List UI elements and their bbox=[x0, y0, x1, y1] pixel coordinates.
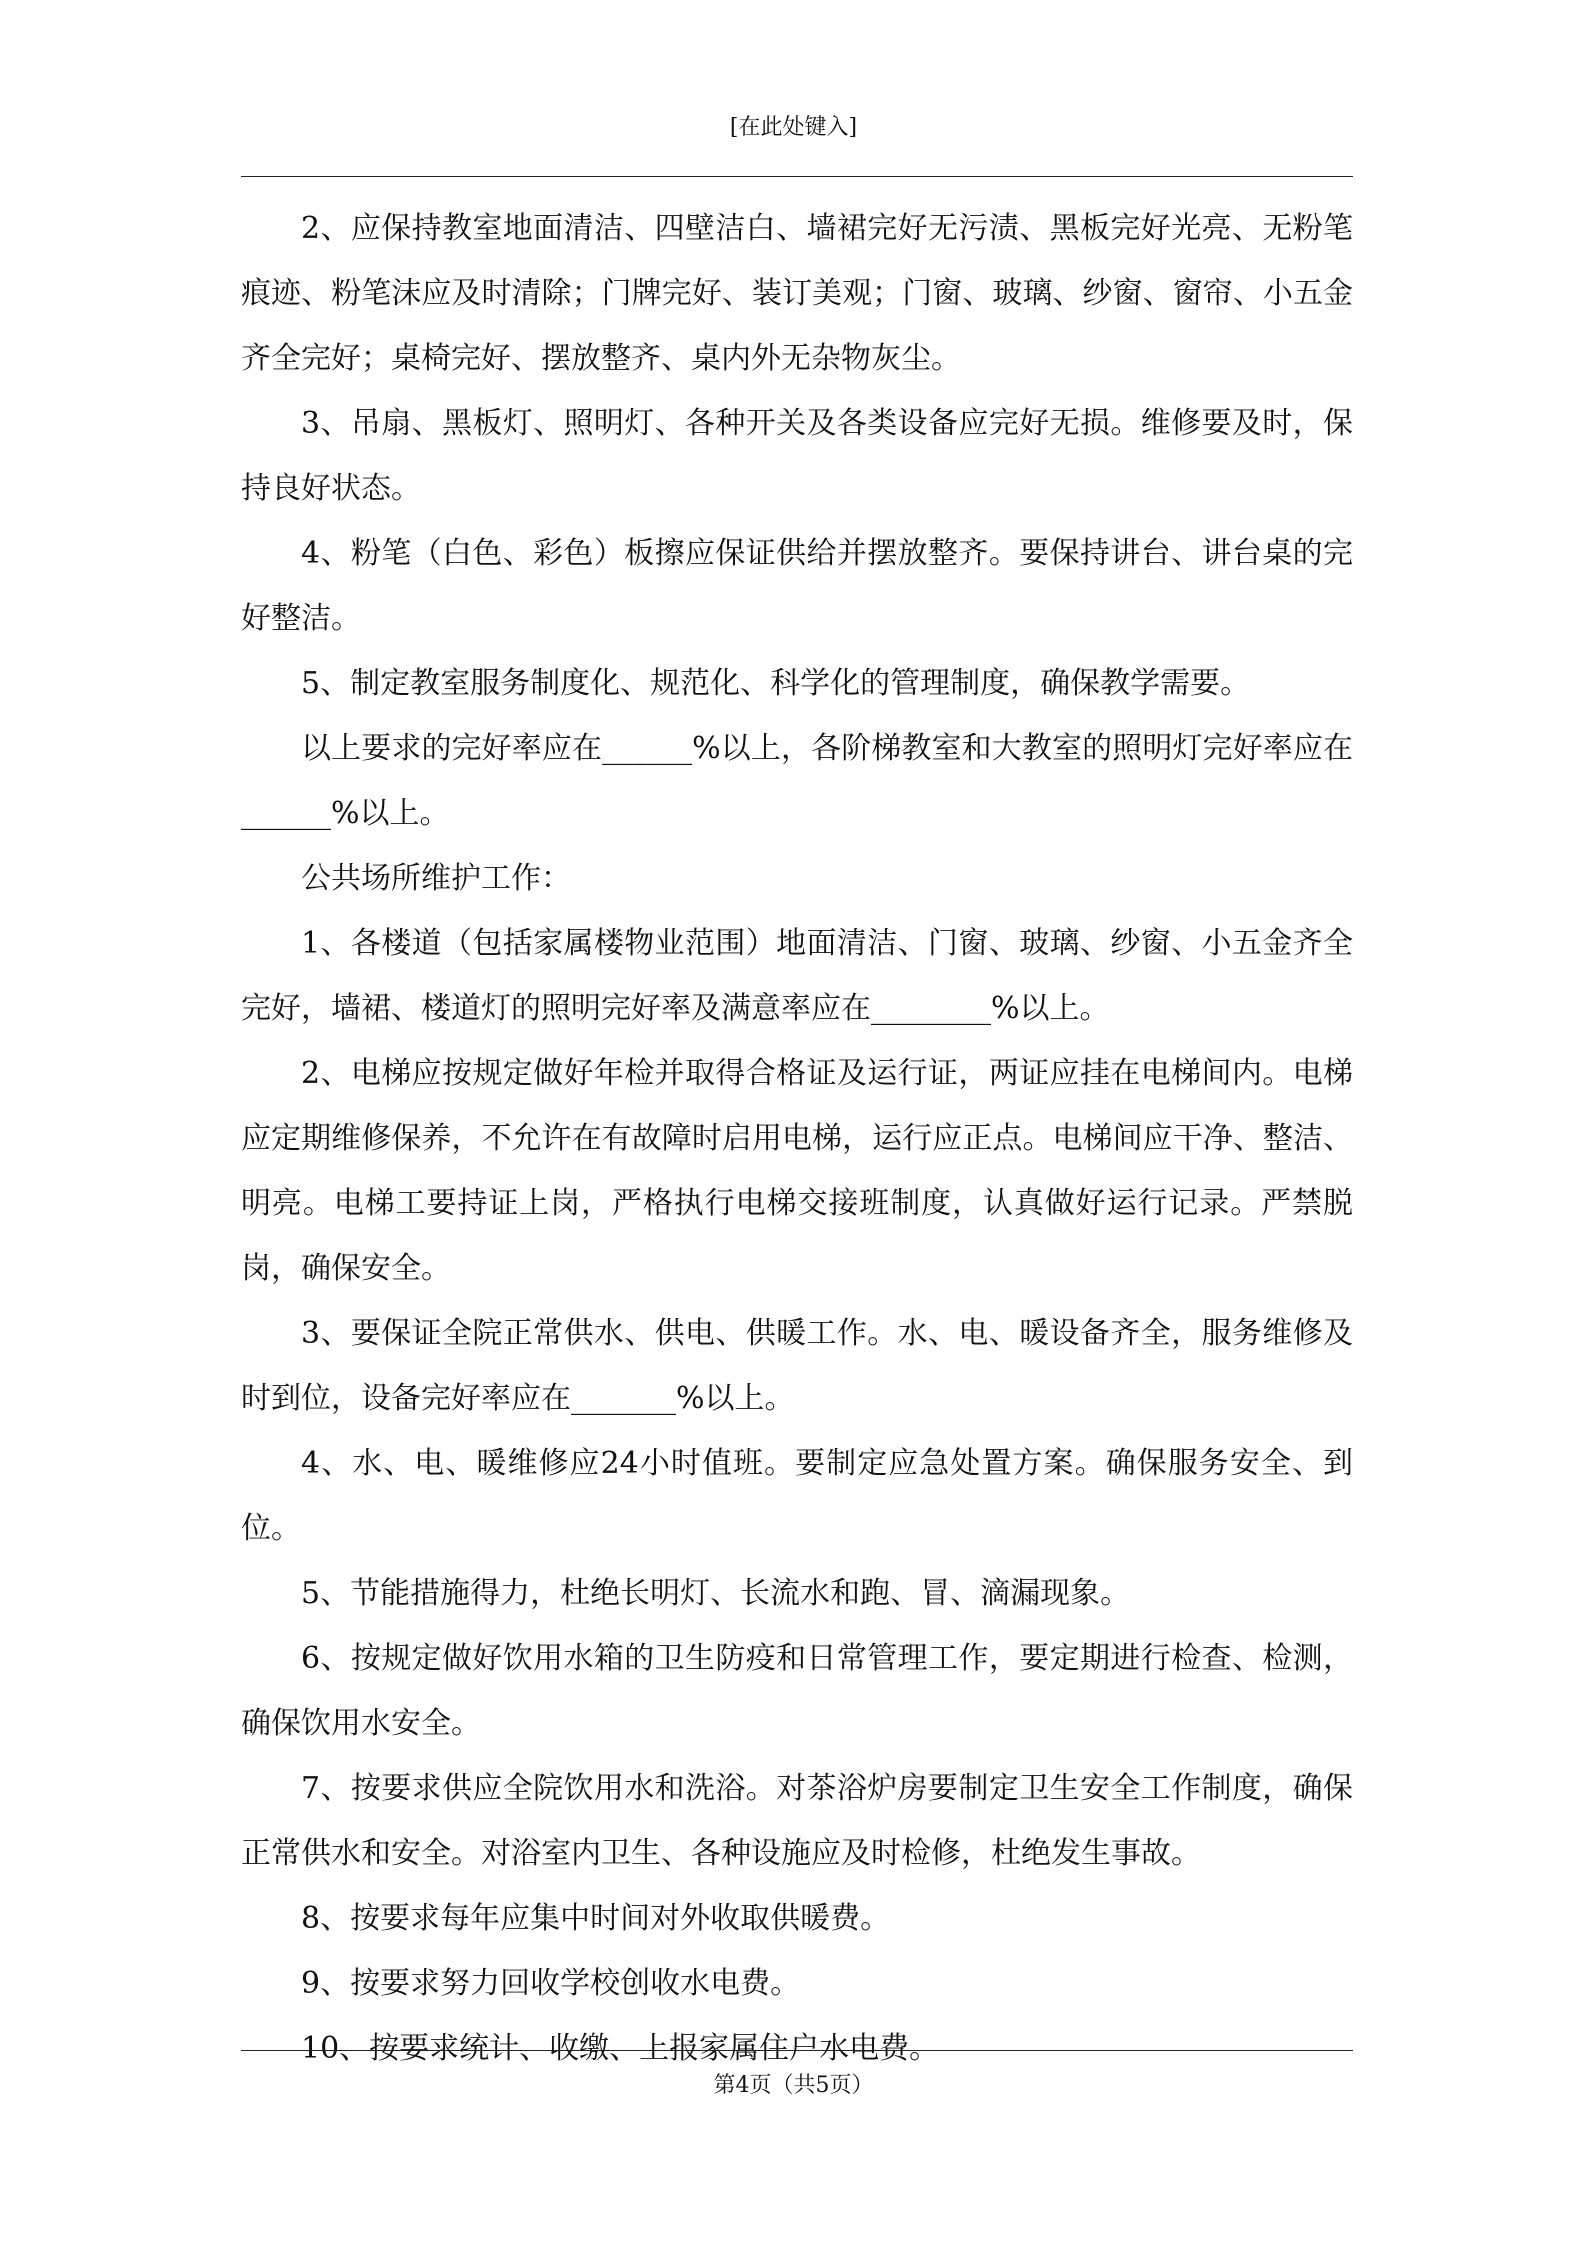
page-header: [在此处键入] bbox=[729, 115, 858, 140]
paragraph: 9、按要求努力回收学校创收水电费。 bbox=[301, 1966, 801, 2001]
footer-divider bbox=[241, 2050, 1353, 2051]
paragraph: 4、水、电、暖维修应24小时值班。要制定应急处置方案。确保服务安全、到位。 bbox=[241, 1446, 1353, 1546]
page-footer: 第4页（共5页） bbox=[713, 2073, 874, 2098]
paragraph: 4、粉笔（白色、彩色）板擦应保证供给并摆放整齐。要保持讲台、讲台桌的完好整洁。 bbox=[241, 536, 1353, 636]
document-body bbox=[241, 196, 1353, 2081]
paragraph: 5、制定教室服务制度化、规范化、科学化的管理制度，确保教学需要。 bbox=[301, 666, 1251, 701]
paragraph: 以上要求的完好率应在______%以上，各阶梯教室和大教室的照明灯完好率应在______%以上。 bbox=[241, 731, 1353, 831]
paragraph: 3、要保证全院正常供水、供电、供暖工作。水、电、暖设备齐全，服务维修及时到位，设备完好率应在_______%以上。 bbox=[241, 1316, 1353, 1416]
section-heading: 公共场所维护工作： bbox=[301, 861, 571, 896]
header-divider bbox=[241, 176, 1353, 177]
paragraph: 2、应保持教室地面清洁、四壁洁白、墙裙完好无污渍、黑板完好光亮、无粉笔痕迹、粉笔沫应及时清除；门牌完好、装订美观；门窗、玻璃、纱窗、窗帘、小五金齐全完好；桌椅完好、摆放整齐、桌内外无杂物灰尘。 bbox=[241, 211, 1353, 376]
paragraph: 5、节能措施得力，杜绝长明灯、长流水和跑、冒、滴漏现象。 bbox=[301, 1576, 1131, 1611]
paragraph: 8、按要求每年应集中时间对外收取供暖费。 bbox=[301, 1901, 891, 1936]
paragraph: 7、按要求供应全院饮用水和洗浴。对茶浴炉房要制定卫生安全工作制度，确保正常供水和安全。对浴室内卫生、各种设施应及时检修，杜绝发生事故。 bbox=[241, 1771, 1353, 1871]
paragraph: 1、各楼道（包括家属楼物业范围）地面清洁、门窗、玻璃、纱窗、小五金齐全完好，墙裙、楼道灯的照明完好率及满意率应在________%以上。 bbox=[241, 926, 1353, 1026]
paragraph: 6、按规定做好饮用水箱的卫生防疫和日常管理工作，要定期进行检查、检测，确保饮用水安全。 bbox=[241, 1641, 1353, 1741]
paragraph: 10、按要求统计、收缴、上报家属住户水电费。 bbox=[301, 2031, 940, 2066]
paragraph: 2、电梯应按规定做好年检并取得合格证及运行证，两证应挂在电梯间内。电梯应定期维修保养，不允许在有故障时启用电梯，运行应正点。电梯间应干净、整洁、明亮。电梯工要持证上岗，严格执行电梯交接班制度，认真做好运行记录。严禁脱岗，确保安全。 bbox=[241, 1056, 1353, 1286]
paragraph: 3、吊扇、黑板灯、照明灯、各种开关及各类设备应完好无损。维修要及时，保持良好状态。 bbox=[241, 406, 1353, 506]
